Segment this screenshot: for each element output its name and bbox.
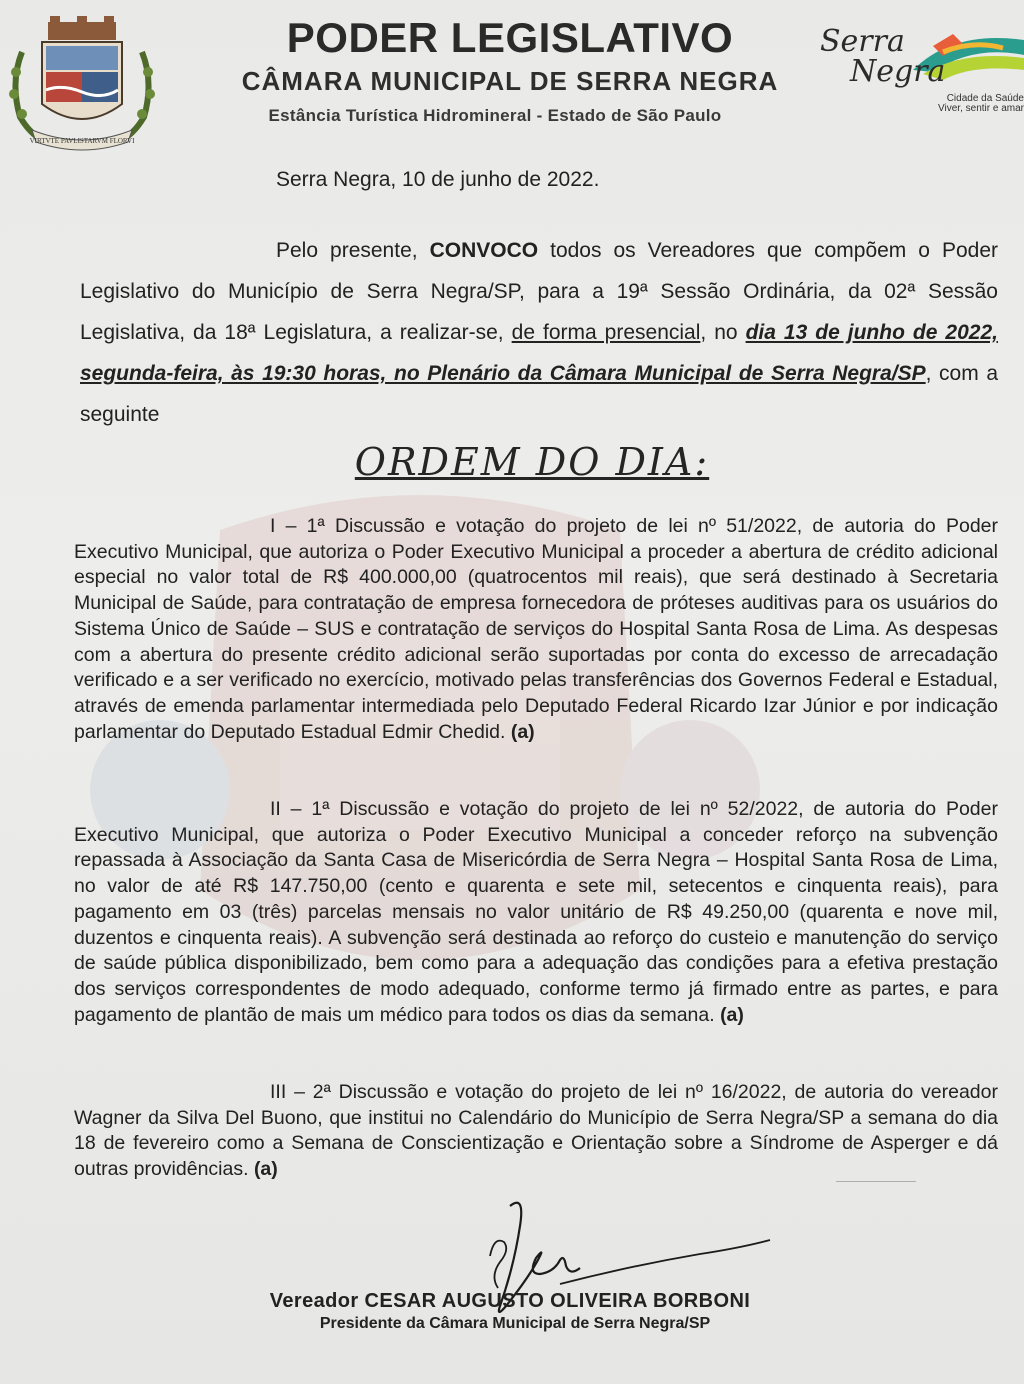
intro-text: Pelo presente,	[276, 239, 430, 262]
intro-text: , no	[700, 321, 746, 344]
agenda-item-text: III – 2ª Discussão e votação do projeto de lei nº 16/2022, de autoria do vereador Wagner da Silva Del Buono, que institui no Calendário do Município de Serra Negra/SP a semana do dia 18 de fevereiro como a Semana de Conscientização e Orientação sobre a Síndrome de Asperger e dá outras providências.	[74, 1081, 998, 1181]
logo-line1: Cidade da Saúde	[946, 93, 1024, 104]
agenda-item-text: I – 1ª Discussão e votação do projeto de lei nº 51/2022, de autoria do Poder Executivo Municipal, que autoriza o Poder Executivo Municipal a proceder a abertura de crédito adicional especial no valor total de R$ 400.000,00 (quatrocentos mil reais), que será destinado à Secretaria Municipal de Saúde, para contratação de empresa fornecedora de próteses auditivas para os usuários do Sistema Único de Saúde – SUS e contratação de serviços do Hospital Santa Rosa de Lima. As despesas com a abertura do presente crédito adicional serão suportadas por conta do excesso de arrecadação verificado e a ser verificado no exercício, motivado pelas transferências dos Governos Federal e Estadual, através de emenda parlamentar intermediada pelo Deputado Federal Ricardo Izar Júnior e por indicação parlamentar do Deputado Estadual Edmir Chedid.	[74, 515, 998, 743]
logo-word-serra: Serra	[820, 24, 905, 59]
agenda-title: ORDEM DO DIA:	[354, 440, 710, 484]
session-datetime: dia 13 de junho de 2022, segunda-feira, às 19:30 horas, no Plenário da Câmara Municipal de Serra Negra/SP	[80, 321, 998, 385]
agenda-item	[74, 514, 998, 745]
logo-line2: Viver, sentir e amar	[938, 103, 1024, 114]
header-tagline: Estância Turística Hidromineral - Estado de São Paulo	[268, 106, 722, 125]
municipal-crest-icon	[2, 12, 162, 162]
intro-text: todos os Vereadores que compõem o Poder Legislativo do Município de Serra Negra/SP, para a 19ª Sessão Ordinária, da 02ª Sessão Legislativa, da 18ª Legislatura, a realizar-se,	[80, 239, 998, 344]
crest-motto: VIRTVTE PAVLISTARVM FLORVI	[29, 137, 135, 145]
agenda-item-text: II – 1ª Discussão e votação do projeto de lei nº 52/2022, de autoria do Poder Executivo Municipal, que autoriza o Poder Executivo Municipal a conceder reforço na subvenção repassada à Associação da Santa Casa de Misericórdia de Serra Negra – Hospital Santa Rosa de Lima, no valor de até R$ 147.750,00 (cento e quarenta e sete mil, setecentos e cinquenta reais), para pagamento em 03 (três) parcelas mensais no valor unitário de R$ 49.250,00 (quarenta e nove mil, duzentos e cinquenta reais). A subvenção será destinada ao reforço do custeio e manutenção do serviço de saúde pública disponibilizado, bem como para a adequação das condições para a efetiva prestação dos serviços correspondentes de modo adequado, conforme termo já firmado entre as partes, e para pagamento de plantão de mais um médico para todos os dias da semana.	[74, 798, 998, 1026]
divider	[836, 1181, 916, 1182]
date-line: Serra Negra, 10 de junho de 2022.	[276, 168, 600, 191]
serra-negra-logo	[818, 22, 1024, 122]
signatory-name: Vereador CESAR AUGUSTO OLIVEIRA BORBONI	[269, 1290, 751, 1312]
agenda-item	[74, 797, 998, 1028]
agenda-item	[74, 1080, 998, 1183]
session-format: de forma presencial	[511, 321, 701, 344]
convocation-paragraph	[80, 230, 998, 435]
signatory-role: Presidente da Câmara Municipal de Serra Negra/SP	[319, 1315, 711, 1332]
agenda-item-mark: (a)	[720, 1003, 744, 1026]
logo-word-negra: Negra	[850, 54, 946, 89]
header-title: PODER LEGISLATIVO	[286, 14, 734, 61]
convoco-word: CONVOCO	[429, 239, 539, 262]
header-subtitle: CÂMARA MUNICIPAL DE SERRA NEGRA	[241, 66, 779, 96]
agenda-item-mark: (a)	[510, 720, 535, 743]
agenda-item-mark: (a)	[253, 1158, 278, 1181]
intro-text: , com a seguinte	[80, 362, 998, 426]
